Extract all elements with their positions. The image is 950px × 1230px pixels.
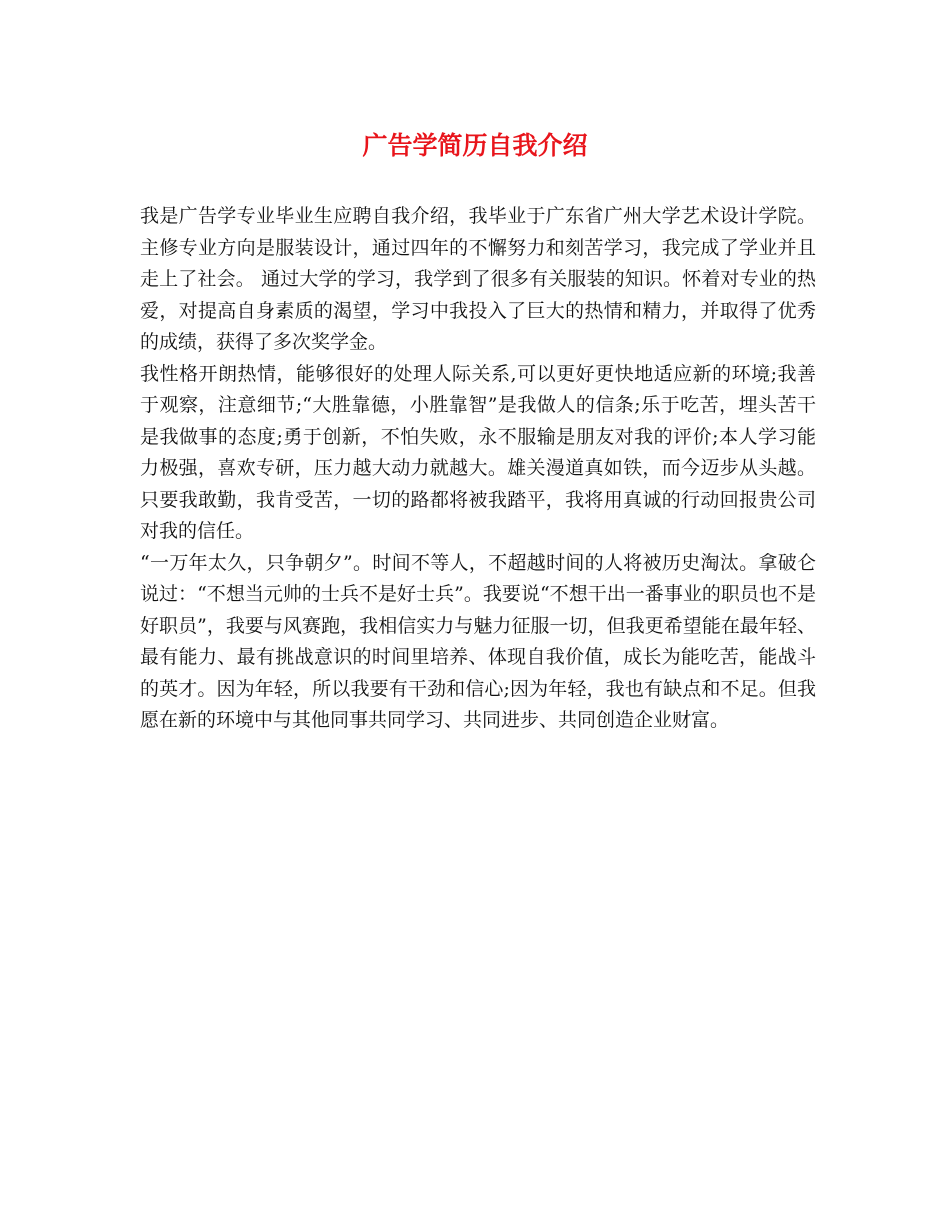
paragraph-personality: 我性格开朗热情，能够很好的处理人际关系,可以更好更快地适应新的环境;我善于观察，注意细节;“大胜靠德，小胜靠智”是我做人的信条;乐于吃苦，埋头苦干是我做事的态度;勇于创新，不怕失败，永不服输是朋友对我的评价;本人学习能力极强，喜欢专研，压力越大动力就越大。雄关漫道真如铁，而今迈步从头越。只要我敢勤，我肯受苦，一切的路都将被我踏平，我将用真诚的行动回报贵公司对我的信任。 [140,362,816,542]
document-body [140,201,816,737]
paragraph-education: 我是广告学专业毕业生应聘自我介绍，我毕业于广东省广州大学艺术设计学院。主修专业方向是服装设计，通过四年的不懈努力和刻苦学习，我完成了学业并且走上了社会。 通过大学的学习，我学到了很多有关服装的知识。怀着对专业的热爱，对提高自身素质的渴望，学习中我投入了巨大的热情和精力，并取得了优秀的成绩，获得了多次奖学金。 [140,205,816,353]
paragraph-ambition: “一万年太久，只争朝夕”。时间不等人，不超越时间的人将被历史淘汰。拿破仑说过：“不想当元帅的士兵不是好士兵”。我要说“不想干出一番事业的职员也不是好职员”，我要与风赛跑，我相信实力与魅力征服一切，但我更希望能在最年轻、最有能力、最有挑战意识的时间里培养、体现自我价值，成长为能吃苦，能战斗的英才。因为年轻，所以我要有干劲和信心;因为年轻，我也有缺点和不足。但我愿在新的环境中与其他同事共同学习、共同进步、共同创造企业财富。 [140,551,816,731]
document-title: 广告学简历自我介绍 [362,131,588,160]
